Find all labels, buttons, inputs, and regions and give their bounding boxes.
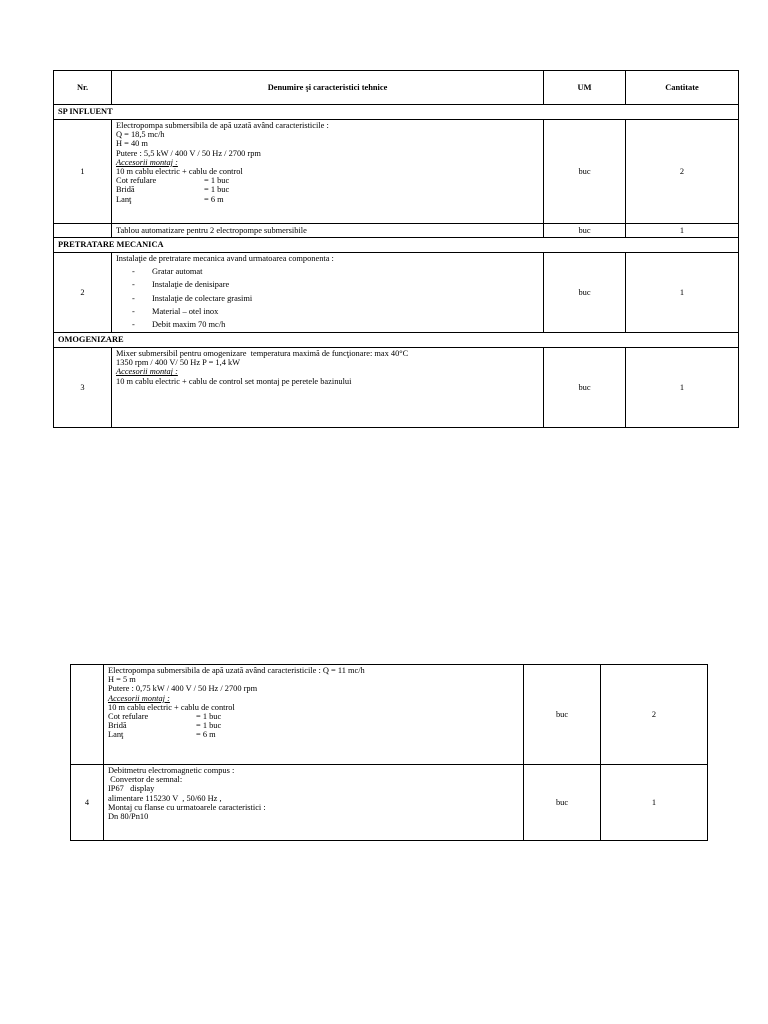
- row-um: buc: [544, 224, 626, 238]
- row-cantitate: 1: [626, 253, 739, 333]
- row-nr: 1: [54, 120, 112, 224]
- desc-line: 10 m cablu electric + cablu de control set montaj pe peretele bazinului: [116, 376, 352, 386]
- section-title: PRETRATARE MECANICA: [54, 238, 739, 253]
- row-cantitate: 1: [601, 765, 708, 841]
- row-cantitate: 2: [626, 120, 739, 224]
- accessory-item: Bridă = 1 buc: [116, 185, 230, 195]
- header-denumire: Denumire şi caracteristici tehnice: [112, 71, 544, 105]
- row-nr: [71, 665, 104, 765]
- table-row: [54, 120, 739, 224]
- bullet-item: - Instalaţie de colectare grasimi: [132, 293, 253, 303]
- accessory-item: Lanţ = 6 m: [116, 194, 224, 204]
- section-title: OMOGENIZARE: [54, 333, 739, 348]
- header-cantitate: Cantitate: [626, 71, 739, 105]
- desc-line: Dn 80/Pn10: [108, 812, 149, 822]
- desc-line: Electropompa submersibila de apă uzată având caracteristicile : Q = 11 mc/h: [108, 666, 365, 675]
- row-nr: 4: [71, 765, 104, 841]
- bullet-item: - Material – otel inox: [132, 306, 219, 316]
- desc-line: alimentare 115230 V , 50/60 Hz ,: [108, 793, 222, 803]
- accessory-item: Cot refulare = 1 buc: [116, 176, 230, 186]
- row-description: Tablou automatizare pentru 2 electropompe submersibile: [112, 224, 544, 238]
- row-description: [112, 253, 544, 333]
- header-um: UM: [544, 71, 626, 105]
- table-row: [54, 253, 739, 333]
- desc-line: Convertor de semnal:: [108, 775, 183, 785]
- row-description: [104, 665, 524, 765]
- desc-line: 10 m cablu electric + cablu de control: [108, 702, 235, 712]
- desc-line: Debitmetru electromagnetic compus :: [108, 766, 235, 775]
- table-row: [71, 665, 708, 765]
- row-nr: 2: [54, 253, 112, 333]
- equipment-table-1: [53, 70, 739, 428]
- row-um: buc: [544, 120, 626, 224]
- desc-line: Mixer submersibil pentru omogenizare temperatura maximă de funcţionare: max 40°C: [116, 349, 409, 358]
- row-um: buc: [544, 348, 626, 428]
- section-row-omogenizare: [54, 333, 739, 348]
- accessory-item: Cot refulare = 1 buc: [108, 712, 222, 722]
- table-row: [54, 224, 739, 238]
- header-nr: Nr.: [54, 71, 112, 105]
- table-row: [71, 765, 708, 841]
- desc-line: Montaj cu flanse cu urmatoarele caracteristici :: [108, 802, 266, 812]
- row-description: [104, 765, 524, 841]
- desc-line: 10 m cablu electric + cablu de control: [116, 167, 243, 177]
- accesorii-label: Accesorii montaj :: [108, 693, 170, 703]
- desc-line: Putere : 5,5 kW / 400 V / 50 Hz / 2700 rpm: [116, 148, 261, 158]
- bullet-item: - Debit maxim 70 mc/h: [132, 320, 226, 330]
- accessory-item: Bridă = 1 buc: [108, 721, 222, 731]
- desc-line: Electropompa submersibila de apă uzată având caracteristicile :: [116, 121, 329, 130]
- table-row: [54, 348, 739, 428]
- desc-line: 1350 rpm / 400 V/ 50 Hz P = 1,4 kW: [116, 358, 241, 368]
- row-um: buc: [524, 665, 601, 765]
- row-nr-empty: [54, 224, 112, 238]
- row-description: [112, 348, 544, 428]
- desc-line: H = 5 m: [108, 675, 136, 685]
- desc-line: Putere : 0,75 kW / 400 V / 50 Hz / 2700 rpm: [108, 684, 258, 694]
- section-row-sp-influent: [54, 105, 739, 120]
- section-row-pretratare: [54, 238, 739, 253]
- desc-line: Q = 18,5 mc/h: [116, 130, 165, 140]
- accesorii-label: Accesorii montaj :: [116, 157, 178, 167]
- accesorii-label: Accesorii montaj :: [116, 367, 178, 377]
- row-um: buc: [544, 253, 626, 333]
- section-title: SP INFLUENT: [54, 105, 739, 120]
- bullet-item: - Instalaţie de denisipare: [132, 280, 230, 290]
- row-cantitate: 2: [601, 665, 708, 765]
- desc-line: H = 40 m: [116, 139, 148, 149]
- row-description: [112, 120, 544, 224]
- row-nr: 3: [54, 348, 112, 428]
- desc-line: IP67 display: [108, 784, 155, 794]
- row-cantitate: 1: [626, 224, 739, 238]
- desc-line: Instalaţie de pretratare mecanica avand urmatoarea componenta :: [116, 254, 334, 263]
- row-um: buc: [524, 765, 601, 841]
- header-row: [54, 71, 739, 105]
- equipment-table-2: [70, 664, 708, 841]
- bullet-item: - Gratar automat: [132, 267, 203, 277]
- row-cantitate: 1: [626, 348, 739, 428]
- accessory-item: Lanţ = 6 m: [108, 730, 216, 740]
